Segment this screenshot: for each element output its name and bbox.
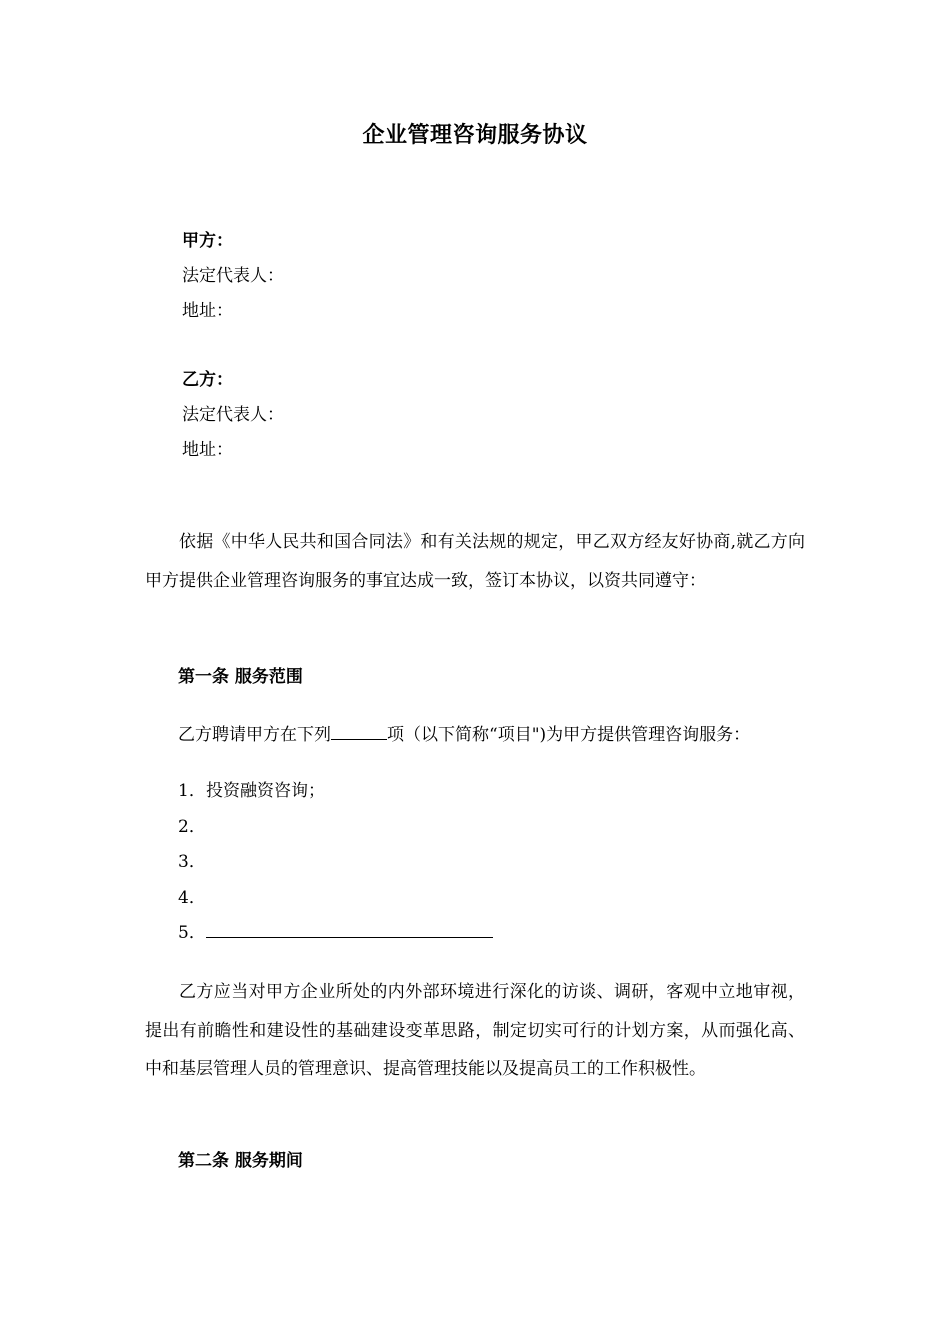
list-item [178,916,493,952]
intro-paragraph: 依据《中华人民共和国合同法》和有关法规的规定，甲乙双方经友好协商,就乙方向甲方提供企业管理咨询服务的事宜达成一致，签订本协议，以资共同遵守： [145,532,805,591]
scope-statement [178,720,750,745]
item-count-blank [331,725,387,740]
fill-in-blank [206,923,493,938]
list-item [178,774,493,810]
scope-body-paragraph: 乙方应当对甲方企业所处的内外部环境进行深化的访谈、调研，客观中立地审视，提出有前瞻性和建设性的基础建设变革思路，制定切实可行的计划方案，从而强化高、中和基层管理人员的管理意识、提高管理技能以及提高员工的工作积极性。 [145,982,805,1079]
party-a-address: 地址： [182,301,233,321]
document-title: 企业管理咨询服务协议 [362,122,588,148]
party-b-label: 乙方： [182,370,233,390]
list-item [178,881,493,917]
list-item-number: 2． [178,816,206,837]
article-1-heading: 第一条 服务范围 [178,667,303,687]
scope-text-after: 项（以下简称“项目")为甲方提供管理咨询服务： [387,725,751,745]
article-2-heading: 第二条 服务期间 [178,1151,303,1171]
scope-text-before: 乙方聘请甲方在下列 [178,725,331,745]
list-item-number: 5． [178,923,206,943]
service-item-list [178,774,493,952]
list-item [178,810,493,846]
party-b-representative: 法定代表人： [182,405,284,425]
party-a-block [182,224,284,329]
party-b-block [182,363,284,468]
party-a-representative: 法定代表人： [182,266,284,286]
list-item-number: 1． [178,781,206,801]
list-item [178,845,493,881]
party-b-address: 地址： [182,440,233,460]
list-item-text: 投资融资咨询； [206,781,325,801]
party-a-label: 甲方： [182,231,233,251]
list-item-number: 3． [178,852,206,872]
list-item-number: 4． [178,887,206,908]
